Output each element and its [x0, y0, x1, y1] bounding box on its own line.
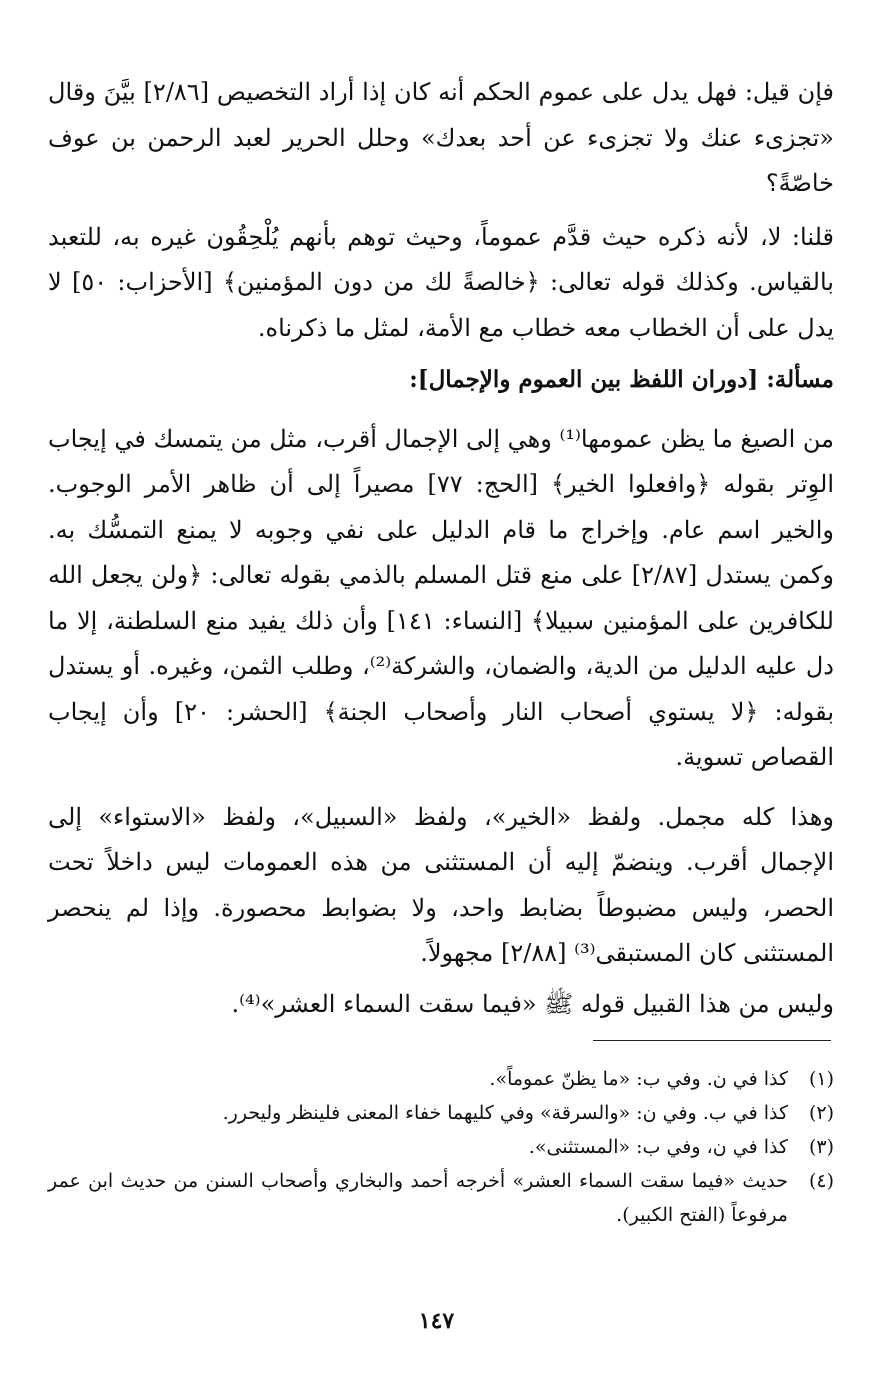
footnotes: [48, 1062, 834, 1232]
footnote-number: (١): [808, 1068, 834, 1090]
footnote-item: [48, 1062, 834, 1096]
footnote-divider: [593, 1040, 831, 1041]
footnote-number: (٤): [808, 1170, 834, 1192]
section-heading: مسألة: [دوران اللفظ بين العموم والإجمال]:: [409, 366, 834, 393]
main-text: [48, 70, 834, 1027]
paragraph-hadith: وليس من هذا القبيل قوله ﷺ «فيما سقت السماء العشر»⁽⁴⁾.: [231, 989, 834, 1018]
footnote-item: [48, 1164, 834, 1232]
footnote-item: [48, 1096, 834, 1130]
page-number: ١٤٧: [418, 1308, 455, 1334]
paragraph-ambiguity: وهذا كله مجمل. ولفظ «الخير»، ولفظ «السبيل»، ولفظ «الاستواء» إلى الإجمال أقرب. وينضمّ إليه أن المستثنى من هذه العمومات ليس داخلاً تحت الحصر، وليس مضبوطاً بضابط واحد، ولا بضوابط محصورة. وإذا لم ينحصر المستثنى كان المستبقى⁽³⁾ [٢/٨٨] مجهولاً.: [48, 802, 834, 967]
footnote-text: كذا في ن، وفي ب: «المستثنى».: [528, 1136, 788, 1158]
footnote-number: (٢): [808, 1102, 834, 1124]
footnote-item: [48, 1130, 834, 1164]
footnote-text: كذا في ن. وفي ب: «ما يظنّ عموماً».: [489, 1068, 788, 1090]
paragraph-objection: فإن قيل: فهل يدل على عموم الحكم أنه كان إذا أراد التخصيص [٢/٨٦] بيَّنَ وقال «تجزىء عنك ولا تجزىء عن أحد بعدك» وحلل الحرير لعبد الرحمن بن عوف خاصّةً؟: [48, 78, 834, 197]
paragraph-general-forms: من الصيغ ما يظن عمومها⁽¹⁾ وهي إلى الإجمال أقرب، مثل من يتمسك في إيجاب الوِتر بقوله ﴿وافعلوا الخير﴾ [الحج: ٧٧] مصيراً إلى أن ظاهر الأمر الوجوب. والخير اسم عام. وإخراج ما قام الدليل على نفي وجوبه لا يمنع التمسُّك به. وكمن يستدل [٢/٨٧] على منع قتل المسلم بالذمي بقوله تعالى: ﴿ولن يجعل الله للكافرين على المؤمنين سبيلا﴾ [النساء: ١٤١] وأن ذلك يفيد منع السلطنة، إلا ما دل عليه الدليل من الدية، والضمان، والشركة⁽²⁾، وطلب الثمن، وغيره. أو يستدل بقوله: ﴿لا يستوي أصحاب النار وأصحاب الجنة﴾ [الحشر: ٢٠] وأن إيجاب القصاص تسوية.: [48, 424, 834, 771]
footnote-text: كذا في ب. وفي ن: «والسرقة» وفي كليهما خفاء المعنى فلينظر وليحرر.: [222, 1102, 788, 1124]
footnote-number: (٣): [808, 1136, 834, 1158]
footnote-text: حديث «فيما سقت السماء العشر» أخرجه أحمد والبخاري وأصحاب السنن من حديث ابن عمر مرفوعاً (الفتح الكبير).: [48, 1170, 788, 1226]
paragraph-reply: قلنا: لا، لأنه ذكره حيث قدَّم عموماً، وحيث توهم بأنهم يُلْحِقُون غيره به، للتعبد بالقياس. وكذلك قوله تعالى: ﴿خالصةً لك من دون المؤمنين﴾ [الأحزاب: ٥٠] لا يدل على أن الخطاب معه خطاب مع الأمة، لمثل ما ذكرناه.: [48, 222, 834, 342]
